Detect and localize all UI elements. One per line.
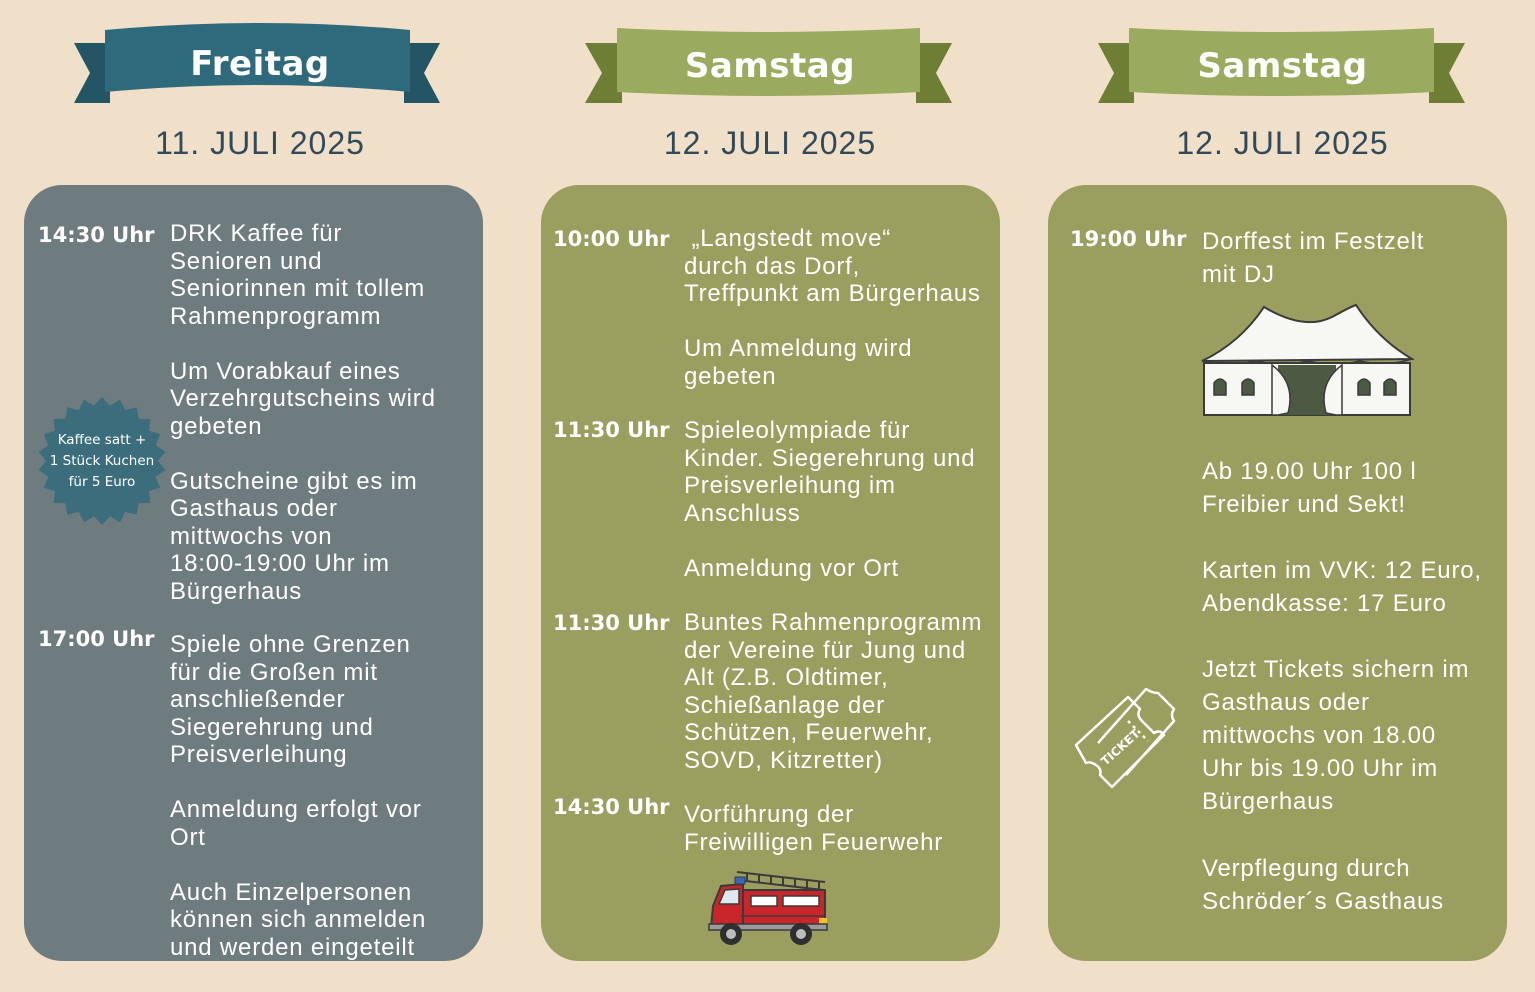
schedule-card-friday — [24, 185, 483, 961]
ticket-price-note: Karten im VVK: 12 Euro, Abendkasse: 17 Euro — [1202, 557, 1482, 617]
catering-note: Verpflegung durch Schröder´s Gasthaus — [1202, 855, 1444, 915]
event-time: 11:30 Uhr — [553, 418, 670, 442]
event-description: DRK Kaffee für Senioren und Seniorinnen mit tollem Rahmenprogramm Um Vorabkauf eines Verzehrgutscheins wird gebeten Gutscheine gibt es im Gasthaus oder mittwochs von 18:00-19:00 Uhr im Bürgerhaus — [170, 220, 436, 605]
freebeer-note: Ab 19.00 Uhr 100 l Freibier und Sekt! — [1202, 458, 1417, 518]
badge-line: 1 Stück Kuchen — [49, 452, 155, 469]
day-column-saturday-2 — [1024, 0, 1535, 992]
day-date: 12. JULI 2025 — [1176, 125, 1389, 161]
badge-line: Kaffee satt + — [57, 431, 147, 448]
ticket-sale-note: Jetzt Tickets sichern im Gasthaus oder mittwochs von 18.00 Uhr bis 19.00 Uhr im Bürgerhaus — [1202, 656, 1470, 815]
schedule-card-evening — [1048, 185, 1507, 961]
event-description: Spiele ohne Grenzen für die Großen mit anschließender Siegerehrung und Preisverleihung Anmeldung erfolgt vor Ort Auch Einzelpersonen können sich anmelden und werden eingeteilt — [170, 631, 427, 961]
badge-line: für 5 Euro — [68, 473, 136, 490]
day-title: Freitag — [190, 44, 330, 84]
event-time: 10:00 Uhr — [553, 227, 670, 251]
event-time: 14:30 Uhr — [553, 795, 670, 819]
event-time: 14:30 Uhr — [38, 223, 155, 247]
event-description: „Langstedt move“ durch das Dorf, Treffpunkt am Bürgerhaus Um Anmeldung wird gebeten — [684, 225, 981, 390]
event-description: Dorffest im Festzelt mit DJ — [1202, 228, 1425, 288]
fire-truck-icon — [707, 868, 833, 950]
event-time: 11:30 Uhr — [553, 611, 670, 635]
day-date: 12. JULI 2025 — [663, 125, 877, 161]
day-column-saturday-1 — [512, 0, 1024, 992]
event-time: 17:00 Uhr — [38, 627, 155, 651]
event-time: 19:00 Uhr — [1070, 227, 1187, 251]
day-date: 11. JULI 2025 — [155, 125, 365, 161]
day-column-friday — [0, 0, 510, 992]
schedule-card-saturday — [541, 185, 1000, 961]
event-description: Spieleolympiade für Kinder. Siegerehrung und Preisverleihung im Anschluss Anmeldung vor Ort — [684, 417, 976, 582]
ticket-label: TICKET — [1098, 726, 1143, 769]
day-title: Samstag — [684, 46, 856, 86]
event-description: Vorführung der Freiwilligen Feuerwehr — [684, 801, 944, 856]
day-title: Samstag — [1197, 46, 1368, 86]
event-description: Buntes Rahmenprogramm der Vereine für Jung und Alt (Z.B. Oldtimer, Schießanlage der Schützen, Feuerwehr, SOVD, Kitzretter) — [684, 609, 983, 774]
price-badge — [36, 395, 168, 527]
ticket-icon — [1068, 683, 1184, 793]
festival-tent-icon — [1200, 303, 1414, 417]
